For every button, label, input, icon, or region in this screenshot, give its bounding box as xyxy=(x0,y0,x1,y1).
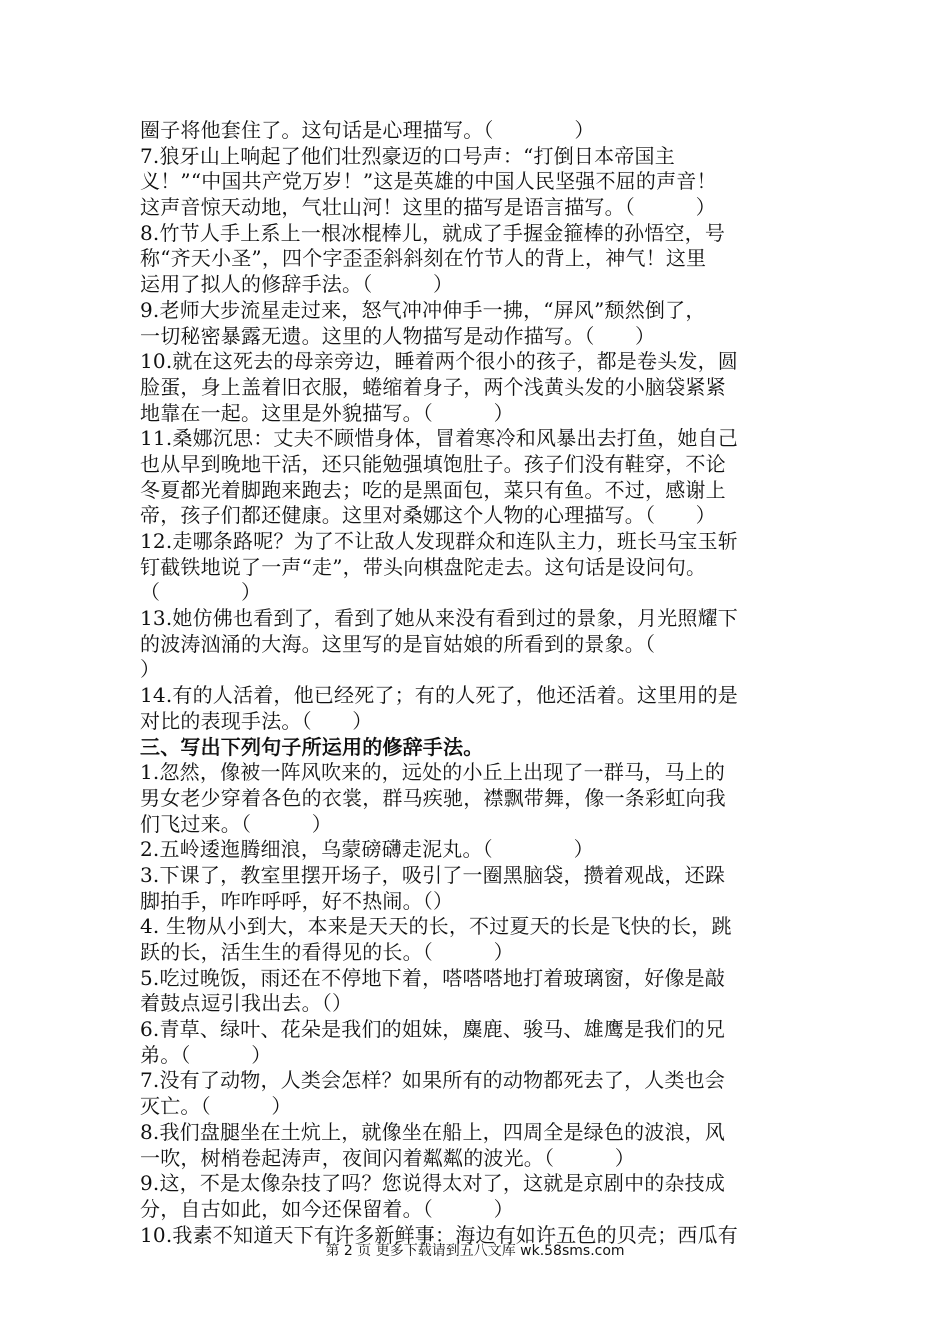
text-line: 脸蛋，身上盖着旧衣服，蜷缩着身子，两个浅黄头发的小脑袋紧紧 xyxy=(140,374,726,399)
text-line: 2.五岭逶迤腾细浪，乌蒙磅礴走泥丸。（ ） xyxy=(140,837,594,862)
text-line: 一切秘密暴露无遗。这里的人物描写是动作描写。（ ） xyxy=(140,323,656,348)
text-line: 的波涛汹涌的大海。这里写的是盲姑娘的所看到的景象。（ xyxy=(140,631,656,656)
text-line: 运用了拟人的修辞手法。（ ） xyxy=(140,272,454,297)
text-line: 灭亡。（ ） xyxy=(140,1094,292,1119)
text-line: 们飞过来。（ ） xyxy=(140,811,332,836)
text-line: 脚拍手，咋咋呼呼，好不热闹。（） xyxy=(140,888,454,913)
text-line: 圈子将他套住了。这句话是心理描写。（ ） xyxy=(140,118,595,142)
text-line: 14.有的人活着，他已经死了；有的人死了，他还活着。这里用的是 xyxy=(140,683,739,708)
text-line: 钉截铁地说了一声“走”，带头向棋盘陀走去。这句话是设问句。 xyxy=(140,554,707,579)
text-line: 称“齐天小圣”，四个字歪歪斜斜刻在竹节人的背上，神气！这里 xyxy=(140,246,707,271)
text-line: 13.她仿佛也看到了，看到了她从来没有看到过的景象，月光照耀下 xyxy=(140,606,739,631)
text-line: 帝，孩子们都还健康。这里对桑娜这个人物的心理描写。（ ） xyxy=(140,503,716,528)
text-line: 弟。（ ） xyxy=(140,1042,272,1067)
text-line: 地靠在一起。这里是外貌描写。（ ） xyxy=(140,400,514,425)
text-line: 7.没有了动物，人类会怎样？如果所有的动物都死去了，人类也会 xyxy=(140,1068,726,1093)
text-line: 7.狼牙山上响起了他们壮烈豪迈的口号声：“打倒日本帝国主 xyxy=(140,143,675,168)
text-line: 6.青草、绿叶、花朵是我们的姐妹，麋鹿、骏马、雄鹰是我们的兄 xyxy=(140,1017,726,1042)
text-line: 跃的长，活生生的看得见的长。（ ） xyxy=(140,940,514,964)
text-line: 5.吃过晚饭，雨还在不停地下着，嗒嗒嗒地打着玻璃窗，好像是敲 xyxy=(140,965,726,990)
text-line: （ ） xyxy=(140,580,262,605)
section-heading: 三、写出下列句子所运用的修辞手法。 xyxy=(140,734,484,759)
text-line: 9.老师大步流星走过来，怒气冲冲伸手一拂，“屏风”颓然倒了， xyxy=(140,297,706,322)
text-line: 3.下课了，教室里摆开场子，吸引了一圈黑脑袋，攒着观战，还跺 xyxy=(140,862,726,887)
text-line: 对比的表现手法。（ ） xyxy=(140,708,373,733)
text-line: 9.这，不是太像杂技了吗？您说得太对了，这就是京剧中的杂技成 xyxy=(140,1171,726,1196)
text-line: ） xyxy=(140,657,161,682)
rhetoric-questions xyxy=(140,760,818,1248)
text-line: 11.桑娜沉思：丈夫不顾惜身体，冒着寒冷和风暴出去打鱼，她自己 xyxy=(140,426,739,451)
text-line: 这声音惊天动地，气壮山河！这里的描写是语言描写。（ ） xyxy=(140,195,716,220)
text-line: 义！”“中国共产党万岁！”这是英雄的中国人民坚强不屈的声音！ xyxy=(140,169,717,194)
text-line: 4. 生物从小到大，本来是天天的长，不过夏天的长是飞快的长，跳 xyxy=(140,914,732,939)
text-line: 10.就在这死去的母亲旁边，睡着两个很小的孩子，都是卷头发，圆 xyxy=(140,349,739,374)
text-line: 12.走哪条路呢？为了不让敌人发现群众和连队主力，班长马宝玉斩 xyxy=(140,529,739,553)
page-footer: 第 2 页 更多下载请到五八文库 wk.58sms.com xyxy=(325,1243,625,1259)
text-line: 8.竹节人手上系上一根冰棍棒儿，就成了手握金箍棒的孙悟空，号 xyxy=(140,220,726,245)
text-line: 冬夏都光着脚跑来跑去；吃的是黑面包，菜只有鱼。不过，感谢上 xyxy=(140,477,726,502)
text-line: 一吹，树梢卷起涛声，夜间闪着粼粼的波光。（ ） xyxy=(140,1145,635,1170)
judgment-questions xyxy=(140,118,818,735)
text-line: 着鼓点逗引我出去。（） xyxy=(140,991,353,1016)
text-line: 10.我素不知道天下有许多新鲜事：海边有如许五色的贝壳；西瓜有 xyxy=(140,1222,739,1247)
text-line: 也从早到晚地干活，还只能勉强填饱肚子。孩子们没有鞋穿，不论 xyxy=(140,451,726,476)
text-line: 1.忽然，像被一阵风吹来的，远处的小丘上出现了一群马，马上的 xyxy=(140,760,726,785)
text-line: 男女老少穿着各色的衣裳，群马疾驰，襟飘带舞，像一条彩虹向我 xyxy=(140,785,726,810)
text-line: 8.我们盘腿坐在土炕上，就像坐在船上，四周全是绿色的波浪，风 xyxy=(140,1119,726,1144)
document-page xyxy=(140,118,818,1248)
text-line: 分，自古如此，如今还保留着。（ ） xyxy=(140,1196,514,1221)
